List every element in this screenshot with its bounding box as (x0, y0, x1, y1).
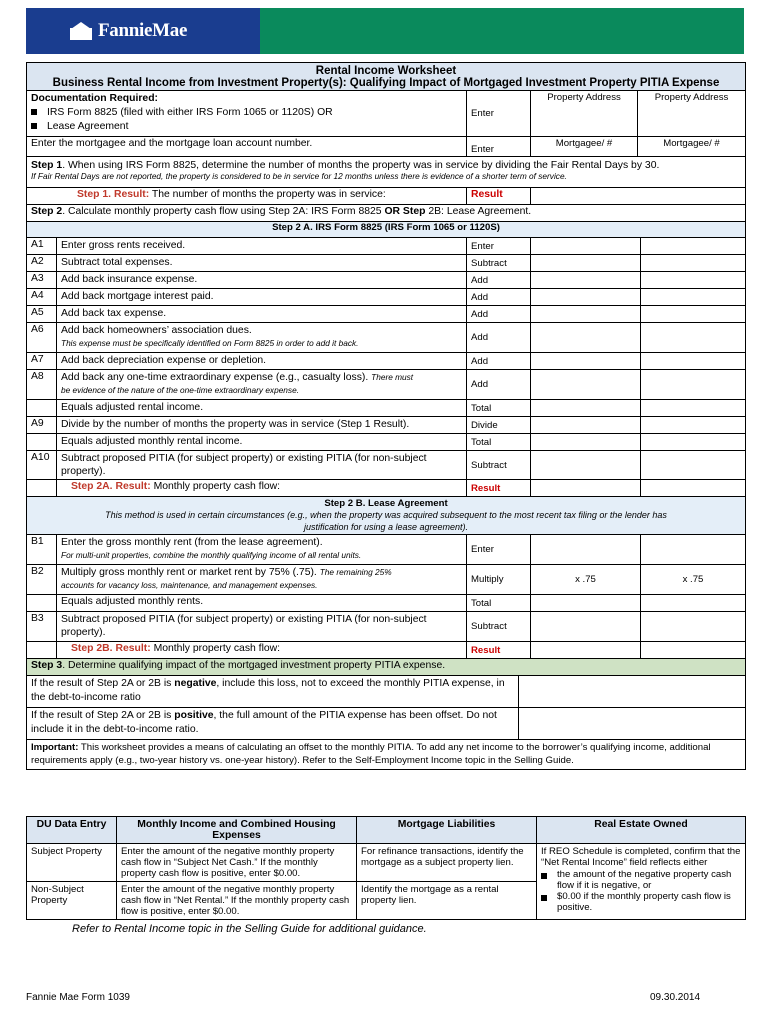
row-desc: Add back homeowners’ association dues. (61, 325, 252, 336)
step3-positive-text (27, 708, 519, 739)
row-p1-field[interactable] (531, 400, 641, 416)
b2-num: B2 (27, 565, 57, 594)
du-col-liabilities: Mortgage Liabilities (357, 817, 537, 844)
row-desc: Add back any one-time extraordinary expense (e.g., casualty loss). (61, 372, 369, 383)
row-num: A10 (27, 451, 57, 479)
step3-text (27, 659, 745, 675)
row-p2-field[interactable] (641, 417, 745, 433)
bullet-icon (541, 873, 547, 879)
mortgagee-enter-label: Enter (467, 137, 531, 156)
b1-row (27, 535, 745, 565)
du-reo-bullet-2: $0.00 if the monthly property cash flow is positive. (557, 891, 731, 913)
row-desc-cell (57, 289, 467, 305)
step3-negative-row (27, 676, 745, 708)
refer-note: Refer to Rental Income topic in the Selling Guide for additional guidance. (72, 923, 427, 935)
b-equals-p1-field[interactable] (531, 595, 641, 611)
row-desc: Equals adjusted rental income. (61, 402, 204, 413)
row-desc: Add back tax expense. (61, 308, 167, 319)
worksheet (26, 62, 746, 770)
step2-text (27, 205, 745, 221)
step2b-result-text (57, 642, 467, 658)
row-action: Enter (467, 238, 531, 254)
mortgagee-1-field[interactable]: Mortgagee/ # (531, 137, 638, 156)
step1-result-desc: The number of months the property was in service: (151, 189, 386, 200)
row-action: Add (467, 272, 531, 288)
step2a-row (27, 434, 745, 451)
step2a-result-field[interactable]: Result (467, 480, 531, 496)
step2a-row (27, 400, 745, 417)
row-num: A8 (27, 370, 57, 399)
row-desc-cell (57, 306, 467, 322)
b-equals-num (27, 595, 57, 611)
step3-neg-b: negative (174, 678, 217, 689)
row-p2-field[interactable] (641, 289, 745, 305)
step2a-row (27, 255, 745, 272)
row-p1-field[interactable] (531, 289, 641, 305)
row-p2-field[interactable] (641, 370, 745, 399)
row-desc: Add back mortgage interest paid. (61, 291, 214, 302)
b2-row (27, 565, 745, 595)
row-num (27, 400, 57, 416)
b1-note: For multi-unit properties, combine the monthly qualifying income of all rental units. (61, 550, 362, 560)
step1-note: If Fair Rental Days are not reported, the property is considered to be in service for 12 months unless there is evidence of a shorter term of service. (31, 171, 567, 181)
row-num: A9 (27, 417, 57, 433)
b1-p1-field[interactable] (531, 535, 641, 564)
step2a-row (27, 451, 745, 480)
row-desc-cell (57, 238, 467, 254)
property-address-1-field[interactable]: Property Address (531, 91, 638, 136)
b1-desc: Enter the gross monthly rent (from the lease agreement). (61, 537, 323, 548)
row-action: Total (467, 434, 531, 450)
row-p2-field[interactable] (641, 353, 745, 369)
important-row (27, 740, 745, 770)
b2-desc: Multiply gross monthly rent or market rent by 75% (.75). (61, 567, 317, 578)
logo-text: FannieMae (98, 20, 188, 41)
row-num: A2 (27, 255, 57, 271)
row-desc-cell (57, 255, 467, 271)
du-subject-row (27, 844, 746, 882)
step2b-header (27, 497, 745, 535)
row-action: Add (467, 353, 531, 369)
mortgagee-2-field[interactable]: Mortgagee/ # (663, 138, 720, 149)
row-p1-field[interactable] (531, 417, 641, 433)
row-action: Add (467, 370, 531, 399)
important-text (27, 740, 745, 769)
step2a-row (27, 417, 745, 434)
b2-p1-field[interactable]: x .75 (531, 565, 641, 594)
bullet-icon (31, 109, 37, 115)
step2a-row (27, 323, 745, 353)
step2-row (27, 205, 745, 222)
du-reo-cell (537, 844, 746, 920)
brand-logo (26, 8, 260, 54)
row-desc-cell (57, 417, 467, 433)
row-num: A4 (27, 289, 57, 305)
step2b-title: Step 2 B. Lease Agreement (324, 498, 448, 509)
row-num: A5 (27, 306, 57, 322)
b2-note: accounts for vacancy loss, maintenance, and management expenses. (61, 580, 318, 590)
du-col-income: Monthly Income and Combined Housing Expenses (117, 817, 357, 844)
row-p2-field[interactable] (641, 255, 745, 271)
step2a-row (27, 353, 745, 370)
row-p1-field[interactable] (531, 451, 641, 479)
step2a-row (27, 370, 745, 400)
row-num: A7 (27, 353, 57, 369)
step2a-result-label: Step 2A. Result: (71, 481, 151, 492)
step3-positive-row (27, 708, 745, 740)
footer-date: 09.30.2014 (650, 992, 701, 1003)
row-p2-field[interactable] (641, 323, 745, 352)
step3-row (27, 659, 745, 676)
row-desc-cell (57, 434, 467, 450)
row-num: A3 (27, 272, 57, 288)
b3-num: B3 (27, 612, 57, 641)
du-subject-label: Subject Property (27, 844, 117, 882)
step2b-result-num (27, 642, 57, 658)
step2a-rows (27, 238, 745, 480)
step2a-title: Step 2 A. IRS Form 8825 (IRS Form 1065 or 1120S) (272, 222, 500, 233)
step2a-result-desc: Monthly property cash flow: (153, 481, 281, 492)
step2a-header (27, 222, 745, 238)
step3-pos-c: , the full amount of the PITIA expense has been offset. Do not include it in the debt-to-income ratio. (31, 710, 497, 735)
documentation-text (27, 91, 467, 136)
b3-p2-field[interactable] (641, 612, 745, 641)
step1-result-blank (531, 188, 745, 204)
doc-enter-label: Enter (467, 91, 531, 136)
step3-neg-a: If the result of Step 2A or 2B is (31, 678, 175, 689)
row-note: This expense must be specifically identified on Form 8825 in order to add it back. (61, 338, 359, 348)
row-p1-field[interactable] (531, 370, 641, 399)
row-action: Add (467, 289, 531, 305)
row-p1-field[interactable] (531, 353, 641, 369)
du-table-wrap (26, 816, 746, 935)
step2-text-b: 2B: Lease Agreement. (425, 206, 532, 217)
step2a-row (27, 289, 745, 306)
row-desc-cell (57, 451, 467, 479)
step2b-result-p2[interactable] (641, 642, 745, 658)
row-p2-field[interactable] (641, 272, 745, 288)
row-desc-cell (57, 323, 467, 352)
row-desc: Add back depreciation expense or depletion. (61, 355, 267, 366)
header-green-band (260, 8, 744, 54)
step3-pos-a: If the result of Step 2A or 2B is (31, 710, 175, 721)
step3-label: Step 3 (31, 660, 63, 671)
important-label: Important: (31, 742, 79, 753)
b-equals-action: Total (467, 595, 531, 611)
row-p2-field[interactable] (641, 400, 745, 416)
step2-text-a: . Calculate monthly property cash flow using Step 2A: IRS Form 8825 (62, 206, 385, 217)
row-p1-field[interactable] (531, 323, 641, 352)
row-action: Add (467, 323, 531, 352)
title-block (27, 63, 745, 91)
b1-desc-cell (57, 535, 467, 564)
row-num (27, 434, 57, 450)
du-col-entry: DU Data Entry (27, 817, 117, 844)
step2-label: Step 2 (31, 206, 63, 217)
step3-pos-b: positive (174, 710, 214, 721)
step3-desc: . Determine qualifying impact of the mortgaged investment property PITIA expense. (62, 660, 446, 671)
doc-item-8825: IRS Form 8825 (filed with either IRS Form 1065 or 1120S) OR (47, 107, 333, 118)
step2a-result-p1[interactable] (531, 480, 641, 496)
mortgagee-row (27, 137, 745, 157)
b2-inline-note: The remaining 25% (319, 567, 392, 577)
row-desc: Equals adjusted monthly rental income. (61, 436, 243, 447)
bullet-icon (31, 123, 37, 129)
step3-negative-field[interactable] (519, 676, 745, 707)
row-num: A1 (27, 238, 57, 254)
b3-desc: Subtract proposed PITIA (for subject property) or existing PITIA (for non-subject property). (57, 612, 467, 641)
step1-result-text (27, 188, 467, 204)
step3-neg-c: , include this loss, not to exceed the monthly PITIA expense, in the debt-to-income ratio (31, 678, 505, 703)
brand-header (26, 8, 744, 54)
row-desc: Add back insurance expense. (61, 274, 198, 285)
step3-positive-field[interactable] (519, 708, 745, 739)
footer-form: Fannie Mae Form 1039 (26, 992, 130, 1003)
du-nonsubject-income: Enter the amount of the negative monthly property cash flow in “Net Rental.” If the monthly property cash flow is positive, enter $0.00. (117, 882, 357, 920)
b-equals-p2-field[interactable] (641, 595, 745, 611)
step1-text: . When using IRS Form 8825, determine the number of months the property was in service by dividing the Fair Rental Days by 30. (62, 160, 660, 171)
row-note: be evidence of the nature of the one-time extraordinary expense. (61, 385, 299, 395)
step2a-row (27, 306, 745, 323)
b3-p1-field[interactable] (531, 612, 641, 641)
row-action: Subtract (467, 451, 531, 479)
row-action: Divide (467, 417, 531, 433)
row-p1-field[interactable] (531, 434, 641, 450)
step2b-result-desc: Monthly property cash flow: (153, 643, 281, 654)
row-p2-field[interactable] (641, 306, 745, 322)
row-action: Subtract (467, 255, 531, 271)
step2a-result-row (27, 480, 745, 497)
house-icon (70, 22, 92, 40)
step2a-result-text (57, 480, 467, 496)
important-desc: This worksheet provides a means of calculating an offset to the monthly PITIA. To add any net income to the borrower’s qualifying income, additional requirements apply (e.g., two-year history vs. one-year history). Refer to the Self-Employment Income topic in the Selling Guide. (31, 742, 711, 766)
du-subject-mortgage: For refinance transactions, identify the mortgage as a subject property lien. (357, 844, 537, 882)
step2b-result-p1[interactable] (531, 642, 641, 658)
b1-p2-field[interactable] (641, 535, 745, 564)
row-num: A6 (27, 323, 57, 352)
du-header-row (27, 817, 746, 844)
step2b-result-row (27, 642, 745, 659)
bullet-icon (541, 895, 547, 901)
page-title: Rental Income Worksheet (315, 65, 457, 77)
du-col-reo: Real Estate Owned (537, 817, 746, 844)
du-table (26, 816, 746, 920)
b-equals-desc: Equals adjusted monthly rents. (57, 595, 467, 611)
b3-action: Subtract (467, 612, 531, 641)
row-p2-field[interactable] (641, 238, 745, 254)
row-p1-field[interactable] (531, 238, 641, 254)
row-action: Add (467, 306, 531, 322)
property-address-2-field[interactable]: Property Address (654, 92, 729, 103)
b2-desc-cell (57, 565, 467, 594)
du-reo-bullet-1: the amount of the negative property cash flow if it is negative, or (557, 869, 732, 891)
page-subtitle: Business Rental Income from Investment Property(s): Qualifying Impact of Mortgaged Investment Property PITIA Expense (52, 77, 720, 89)
du-nonsubject-label: Non-Subject Property (27, 882, 117, 920)
step1-result-field[interactable]: Result (467, 188, 531, 204)
du-subject-income: Enter the amount of the negative monthly property cash flow in “Subject Net Cash.” If the monthly property cash flow is positive, enter $0.00. (117, 844, 357, 882)
b3-row (27, 612, 745, 642)
doc-item-lease: Lease Agreement (47, 121, 129, 132)
row-desc: Divide by the number of months the property was in service (Step 1 Result). (61, 419, 410, 430)
step2b-note: This method is used in certain circumstances (e.g., when the property was acquired subsequent to the most recent tax filing or the lender has justification for using a lease agreement). (105, 510, 667, 532)
row-desc: Enter gross rents received. (61, 240, 186, 251)
row-desc-cell (57, 400, 467, 416)
row-inline-note: There must (371, 372, 414, 382)
row-desc-cell (57, 272, 467, 288)
b-equals-row (27, 595, 745, 612)
row-desc: Subtract proposed PITIA (for subject property) or existing PITIA (for non-subject property). (61, 453, 427, 477)
du-reo-intro: If REO Schedule is completed, confirm that the “Net Rental Income” field reflects either (541, 846, 741, 868)
row-p1-field[interactable] (531, 272, 641, 288)
du-nonsubject-mortgage: Identify the mortgage as a rental property lien. (357, 882, 537, 920)
step1-block (27, 157, 745, 188)
step2a-result-p2[interactable] (641, 480, 745, 496)
step2a-row (27, 238, 745, 255)
b1-num: B1 (27, 535, 57, 564)
step1-label: Step 1 (31, 160, 63, 171)
step2a-row (27, 272, 745, 289)
step1-result-label: Step 1. Result: (77, 189, 150, 200)
row-desc: Subtract total expenses. (61, 257, 173, 268)
b2-action: Multiply (467, 565, 531, 594)
row-p1-field[interactable] (531, 306, 641, 322)
step2a-result-num (27, 480, 57, 496)
row-p2-field[interactable] (641, 434, 745, 450)
documentation-label: Documentation Required: (31, 93, 159, 104)
row-p2-field[interactable] (641, 451, 745, 479)
step2-text-or: OR Step (384, 206, 426, 217)
row-p1-field[interactable] (531, 255, 641, 271)
row-desc-cell (57, 353, 467, 369)
row-action: Total (467, 400, 531, 416)
b2-p2-field[interactable]: x .75 (682, 574, 704, 585)
documentation-row (27, 91, 745, 137)
step2b-result-field[interactable]: Result (467, 642, 531, 658)
step2b-result-label: Step 2B. Result: (71, 643, 151, 654)
row-desc-cell (57, 370, 467, 399)
step3-negative-text (27, 676, 519, 707)
mortgagee-instruction: Enter the mortgagee and the mortgage loan account number. (27, 137, 467, 156)
step1-result-row (27, 188, 745, 205)
b1-action: Enter (467, 535, 531, 564)
